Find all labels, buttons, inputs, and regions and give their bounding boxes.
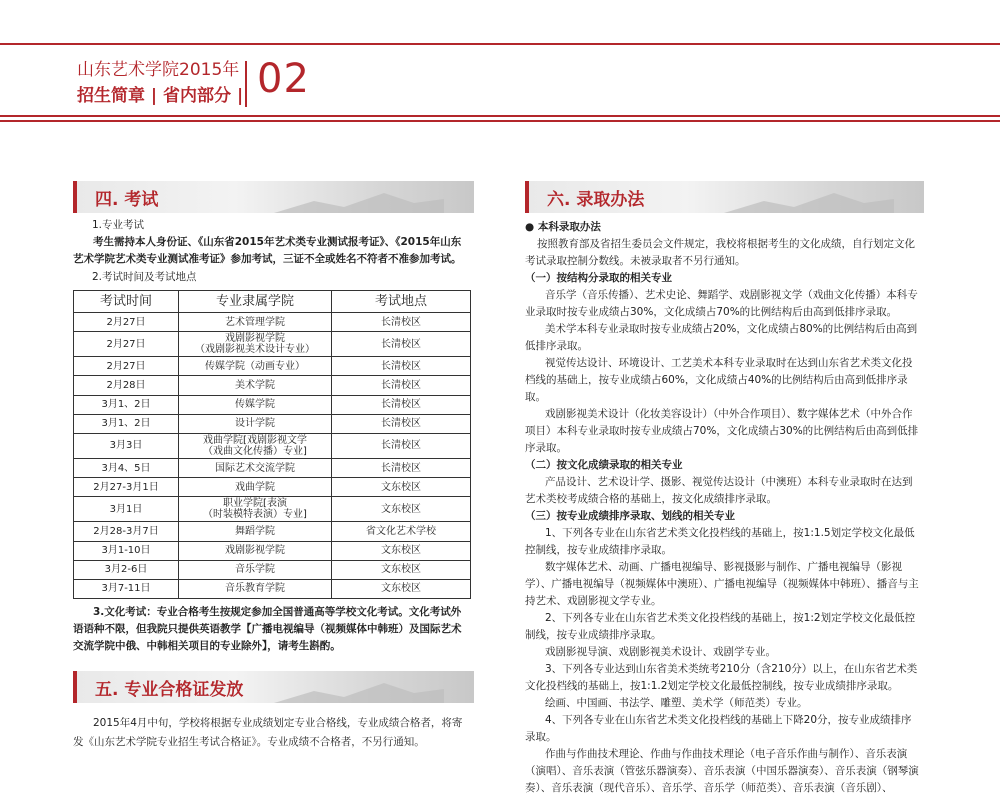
location-cell: 长清校区 (332, 313, 471, 332)
rule-line: （二）按文化成绩录取的相关专业 (525, 459, 683, 471)
exam-id-requirement: 考生需持本人身份证、《山东省2015年艺术类专业测试报考证》、《2015年山东艺术学院艺术类专业测试准考证》参加考试，三证不全或姓名不符者不准参加考试。 (73, 236, 462, 265)
mountain-decoration-icon (274, 681, 444, 703)
rule-line: 美术学本科专业录取时按专业成绩占20%，文化成绩占80%的比例结构后由高到低排序录取。 (525, 323, 918, 352)
college-cell: 国际艺术交流学院 (179, 458, 332, 477)
table-row (74, 395, 471, 414)
table-header-row (74, 291, 471, 313)
college-cell: 舞蹈学院 (179, 522, 332, 541)
table-row (74, 414, 471, 433)
mountain-decoration-icon (724, 191, 894, 213)
table-row (74, 541, 471, 560)
section-4-header (73, 181, 474, 213)
date-cell: 3月4、5日 (74, 458, 179, 477)
table-row (74, 332, 471, 357)
header-subtitle: 招生简章 | 省内部分 | (77, 86, 244, 106)
location-cell: 长清校区 (332, 395, 471, 414)
date-cell: 3月1、2日 (74, 395, 179, 414)
column-header: 考试时间 (74, 291, 179, 313)
rule-line: 按照教育部及省招生委员会文件规定，我校将根据考生的文化成绩，自行划定文化考试录取控制分数线。未被录取者不另行通知。 (525, 238, 915, 267)
location-cell: 长清校区 (332, 433, 471, 458)
table-row (74, 478, 471, 497)
culture-exam-note: 3.文化考试：专业合格考生按规定参加全国普通高等学校文化考试。文化考试外语语种不限，但我院只提供英语教学【广播电视编导（视频媒体中韩班）及国际艺术交流学院中俄、中韩相关项目的专业除外】，请考生斟酌。 (73, 606, 462, 652)
header-rule-1 (0, 115, 1000, 117)
date-cell: 3月1、2日 (74, 414, 179, 433)
table-row (74, 376, 471, 395)
date-cell: 2月28日 (74, 376, 179, 395)
rule-line: ● 本科录取办法 (525, 221, 601, 233)
header-title: 山东艺术学院2015年 (77, 60, 240, 80)
top-rule (0, 43, 1000, 45)
location-cell: 长清校区 (332, 414, 471, 433)
rule-line: 3、下列各专业达到山东省美术类统考210分（含210分）以上，在山东省艺术类文化投档线的基础上，按1:1.2划定学校文化最低控制线，按专业成绩排序录取。 (525, 663, 918, 692)
exam-item-1: 1.专业考试 (92, 219, 145, 231)
rule-line: 产品设计、艺术设计学、摄影、视觉传达设计（中澳班）本科专业录取时在达到艺术类校考成绩合格的基础上，按文化成绩排序录取。 (525, 476, 913, 505)
admission-rules (525, 219, 920, 797)
date-cell: 2月27-3月1日 (74, 478, 179, 497)
page-number: 02 (257, 56, 310, 102)
date-cell: 3月3日 (74, 433, 179, 458)
location-cell: 长清校区 (332, 332, 471, 357)
table-row (74, 560, 471, 579)
section-6-header (525, 181, 924, 213)
college-cell: 音乐学院 (179, 560, 332, 579)
location-cell: 省文化艺术学校 (332, 522, 471, 541)
college-cell: 戏剧影视学院 （戏剧影视美术设计专业） (179, 332, 332, 357)
date-cell: 3月7-11日 (74, 579, 179, 598)
header-rule-2 (0, 120, 1000, 122)
date-cell: 3月1日 (74, 497, 179, 522)
section-5-title: 五. 专业合格证发放 (95, 680, 244, 700)
exam-schedule-body (74, 313, 471, 599)
exam-schedule-table (73, 290, 471, 599)
rule-line: 视觉传达设计、环境设计、工艺美术本科专业录取时在达到山东省艺术类文化投档线的基础上，按专业成绩占60%，文化成绩占40%的比例结构后由高到低排序录取。 (525, 357, 913, 403)
section-6-title: 六. 录取办法 (547, 190, 645, 210)
college-cell: 戏剧影视学院 (179, 541, 332, 560)
rule-line: 1、下列各专业在山东省艺术类文化投档线的基础上，按1:1.5划定学校文化最低控制线，按专业成绩排序录取。 (525, 527, 915, 556)
exam-item-2: 2.考试时间及考试地点 (92, 271, 197, 283)
rule-line: 音乐学（音乐传播）、艺术史论、舞蹈学、戏剧影视文学（戏曲文化传播）本科专业录取时按专业成绩占30%，文化成绩占70%的比例结构后由高到低排序录取。 (525, 289, 918, 318)
rule-line: （三）按专业成绩排序录取、划线的相关专业 (525, 510, 735, 522)
certificate-paragraph: 2015年4月中旬，学校将根据专业成绩划定专业合格线，专业成绩合格者，将寄发《山东艺术学院专业招生考试合格证》。专业成绩不合格者，不另行通知。 (73, 717, 463, 748)
column-header: 专业隶属学院 (179, 291, 332, 313)
rule-line: 数字媒体艺术、动画、广播电视编导、影视摄影与制作、广播电视编导（影视学）、广播电视编导（视频媒体中澳班）、广播电视编导（视频媒体中韩班）、播音与主持艺术、戏剧影视文学专业。 (525, 561, 919, 607)
location-cell: 文东校区 (332, 579, 471, 598)
table-row (74, 579, 471, 598)
rule-line: 戏剧影视导演、戏剧影视美术设计、戏剧学专业。 (545, 646, 776, 658)
date-cell: 2月27日 (74, 313, 179, 332)
rule-line: （一）按结构分录取的相关专业 (525, 272, 672, 284)
table-row (74, 458, 471, 477)
table-row (74, 497, 471, 522)
location-cell: 文东校区 (332, 497, 471, 522)
college-cell: 戏曲学院[戏剧影视文学 （戏曲文化传播）专业] (179, 433, 332, 458)
column-header: 考试地点 (332, 291, 471, 313)
section-5-header (73, 671, 474, 703)
location-cell: 文东校区 (332, 478, 471, 497)
rule-line: 戏剧影视美术设计（化妆美容设计）（中外合作项目）、数字媒体艺术（中外合作项目）本科专业录取时按专业成绩占70%，文化成绩占30%的比例结构后由高到低排序录取。 (525, 408, 919, 454)
table-row (74, 357, 471, 376)
rule-line: 4、下列各专业在山东省艺术类文化投档线的基础上下降20分，按专业成绩排序录取。 (525, 714, 912, 743)
date-cell: 2月27日 (74, 357, 179, 376)
location-cell: 长清校区 (332, 376, 471, 395)
college-cell: 传媒学院 (179, 395, 332, 414)
header-divider (245, 61, 247, 107)
location-cell: 长清校区 (332, 458, 471, 477)
table-row (74, 522, 471, 541)
table-row (74, 433, 471, 458)
college-cell: 传媒学院（动画专业） (179, 357, 332, 376)
date-cell: 3月1-10日 (74, 541, 179, 560)
table-row (74, 313, 471, 332)
rule-line: 2、下列各专业在山东省艺术类文化投档线的基础上，按1:2划定学校文化最低控制线，按专业成绩排序录取。 (525, 612, 916, 641)
date-cell: 2月28-3月7日 (74, 522, 179, 541)
college-cell: 美术学院 (179, 376, 332, 395)
rule-line: 绘画、中国画、书法学、雕塑、美术学（师范类）专业。 (545, 697, 808, 709)
date-cell: 2月27日 (74, 332, 179, 357)
college-cell: 音乐教育学院 (179, 579, 332, 598)
college-cell: 戏曲学院 (179, 478, 332, 497)
location-cell: 文东校区 (332, 560, 471, 579)
college-cell: 艺术管理学院 (179, 313, 332, 332)
location-cell: 长清校区 (332, 357, 471, 376)
college-cell: 职业学院[表演 （时装模特表演）专业] (179, 497, 332, 522)
college-cell: 设计学院 (179, 414, 332, 433)
date-cell: 3月2-6日 (74, 560, 179, 579)
mountain-decoration-icon (274, 191, 444, 213)
section-4-title: 四. 考试 (95, 190, 159, 210)
location-cell: 文东校区 (332, 541, 471, 560)
rule-line: 作曲与作曲技术理论、作曲与作曲技术理论（电子音乐作曲与制作）、音乐表演（演唱）、音乐表演（管弦乐器演奏）、音乐表演（中国乐器演奏）、音乐表演（钢琴演奏）、音乐表演（现代音乐）、音乐学、音乐学（师范类）、音乐表演（音乐剧）、 (525, 748, 919, 794)
